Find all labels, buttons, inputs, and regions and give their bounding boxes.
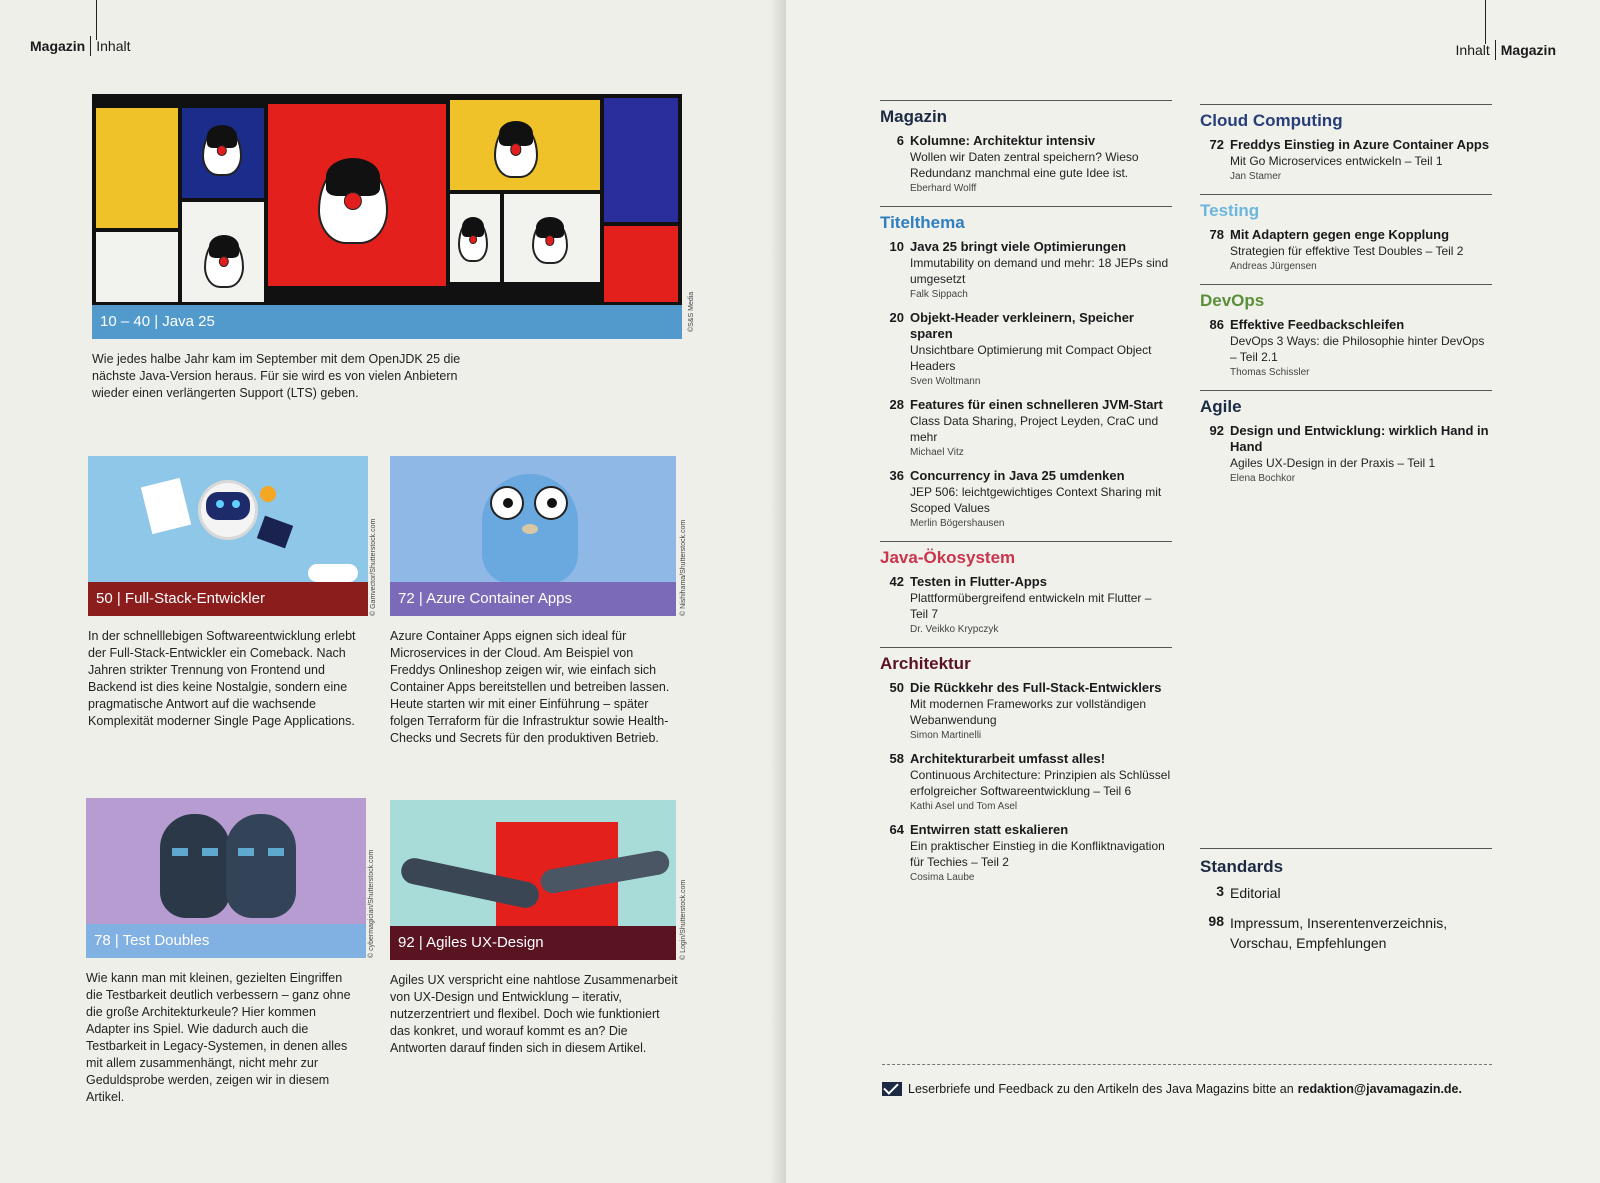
left-page: [0, 0, 786, 1183]
toc-entry[interactable]: [880, 310, 1172, 387]
toc-entry-subtitle: Mit Go Microservices entwickeln – Teil 1: [1230, 154, 1443, 168]
toc-page-number: 10: [889, 239, 904, 254]
toc-entry[interactable]: [880, 822, 1172, 883]
toc-entry[interactable]: [1200, 227, 1492, 272]
toc-entry-subtitle: DevOps 3 Ways: die Philosophie hinter DevOps – Teil 2.1: [1230, 334, 1485, 364]
toc-entry-subtitle: Plattformübergreifend entwickeln mit Flutter – Teil 7: [910, 591, 1152, 621]
java-mascot-icon: [532, 218, 568, 264]
toc-entry-subtitle: Strategien für effektive Test Doubles – Teil 2: [1230, 244, 1464, 258]
hero-label: 10 – 40 | Java 25: [100, 313, 215, 330]
toc-page-number: 36: [889, 468, 904, 483]
toc-entry-title: Entwirren statt eskalieren: [910, 822, 1069, 837]
testdoubles-caption-bar: [86, 924, 366, 958]
toc-entry-title: Impressum, Inserentenverzeichnis, Vorschau, Empfehlungen: [1230, 915, 1448, 951]
toc-entry[interactable]: [880, 239, 1172, 300]
toc-page-number: 3: [1216, 883, 1224, 899]
feedback-email-link[interactable]: redaktion@javamagazin.de.: [1297, 1082, 1462, 1096]
fullstack-label: 50 | Full-Stack-Entwickler: [96, 590, 265, 607]
toc-entry[interactable]: [1200, 423, 1492, 484]
toc-entry-title: Concurrency in Java 25 umdenken: [910, 468, 1125, 483]
running-head-divider: [1495, 40, 1496, 60]
toc-entry[interactable]: [1200, 317, 1492, 378]
java-mascot-icon: [458, 218, 488, 262]
java-mascot-icon: [494, 122, 538, 178]
azure-label: 72 | Azure Container Apps: [398, 590, 573, 607]
running-head-divider: [90, 36, 91, 56]
toc-entry-title: Design und Entwicklung: wirklich Hand in Hand: [1230, 423, 1489, 454]
feature-ux[interactable]: [390, 800, 690, 1057]
running-head-right: [1456, 40, 1556, 60]
toc-entry[interactable]: [880, 133, 1172, 194]
java-mascot-icon: [202, 126, 242, 176]
toc-entry[interactable]: [880, 680, 1172, 741]
hero-image: [92, 94, 682, 339]
toc-entry-author: Merlin Bögershausen: [910, 518, 1005, 529]
feature-description: Wie kann man mit kleinen, gezielten Eingriffen die Testbarkeit deutlich verbessern – ganz ohne die große Architekturkeule? Hier kommen Adapter ins Spiel. Wie dadurch auch die Testbarkeit in Legacy-Systemen, in denen alles mit allem zusammenhängt, nicht mehr zur Geduldsprobe werden, zeigen wir in diesem Artikel.: [86, 971, 351, 1104]
toc-entry-author: Falk Sippach: [910, 289, 968, 300]
toc-section-titelthema: [880, 206, 1172, 529]
toc-entry-title: Freddys Einstieg in Azure Container Apps: [1230, 137, 1490, 152]
testdoubles-label: 78 | Test Doubles: [94, 932, 210, 949]
toc-entry[interactable]: [880, 574, 1172, 635]
toc-entry[interactable]: [880, 468, 1172, 529]
toc-page-number: 98: [1208, 913, 1224, 929]
image-credit: ©S&S Media: [688, 291, 695, 332]
toc-page-number: 78: [1209, 227, 1224, 242]
toc-page-number: 92: [1209, 423, 1224, 438]
toc-column-2: [1200, 104, 1492, 496]
azure-image: [390, 456, 676, 616]
ux-label: 92 | Agiles UX-Design: [398, 934, 544, 951]
toc-page-number: 6: [896, 133, 904, 148]
toc-entry-author: Thomas Schissler: [1230, 367, 1310, 378]
java-mascot-icon: [204, 236, 244, 288]
toc-section-java-oekosystem: [880, 541, 1172, 635]
toc-entry-author: Michael Vitz: [910, 447, 964, 458]
toc-entry-subtitle: JEP 506: leichtgewichtiges Context Sharing mit Scoped Values: [910, 485, 1162, 515]
toc-entry-title: Mit Adaptern gegen enge Kopplung: [1230, 227, 1450, 242]
feature-description: Agiles UX verspricht eine nahtlose Zusammenarbeit von UX-Design und Entwicklung – iterativ, nutzerzentriert und flexibel. Doch wie funktioniert das konkret, und worauf kommt es an? Die Antworten darauf finden sich in diesem Artikel.: [390, 973, 678, 1055]
toc-entry-author: Eberhard Wolff: [910, 183, 977, 194]
toc-section-standards: [1200, 848, 1492, 963]
toc-entry-author: Cosima Laube: [910, 872, 975, 883]
azure-caption-bar: [390, 582, 676, 616]
fullstack-caption-bar: [88, 582, 368, 616]
footer-text: Leserbriefe und Feedback zu den Artikeln des Java Magazins bitte an: [908, 1082, 1294, 1096]
toc-page-number: 42: [889, 574, 904, 589]
toc-section-title: DevOps: [1200, 291, 1265, 310]
toc-section-title: Titelthema: [880, 213, 965, 232]
feature-description: Azure Container Apps eignen sich ideal für Microservices in der Cloud. Am Beispiel von Freddys Onlineshop zeigen wir, wie einfach sich Container Apps bereitstellen und betreiben lassen. Heute starten wir mit einer Einführung – später folgen Terraform für die Infrastruktur sowie Health-Checks und Secrets für den produktiven Betrieb.: [390, 629, 670, 745]
toc-entry-subtitle: Mit modernen Frameworks zur vollständigen Webanwendung: [910, 697, 1147, 727]
testdoubles-image: [86, 798, 366, 958]
toc-page-number: 64: [889, 822, 904, 837]
toc-section-cloud: [1200, 104, 1492, 182]
toc-entry-author: Simon Martinelli: [910, 730, 982, 741]
toc-page-number: 28: [889, 397, 904, 412]
toc-section-magazin: [880, 100, 1172, 194]
toc-section-title: Java-Ökosystem: [880, 548, 1016, 567]
toc-entry-title: Kolumne: Architektur intensiv: [910, 133, 1096, 148]
feedback-footer: [882, 1082, 1462, 1096]
toc-section-title: Magazin: [880, 107, 948, 126]
toc-entry-subtitle: Wollen wir Daten zentral speichern? Wieso Redundanz manchmal eine gute Idee ist.: [910, 150, 1139, 180]
toc-entry-author: Sven Woltmann: [910, 376, 981, 387]
toc-section-title: Testing: [1200, 201, 1260, 220]
toc-entry-subtitle: Class Data Sharing, Project Leyden, CraC und mehr: [910, 414, 1159, 444]
toc-entry-author: Elena Bochkor: [1230, 473, 1296, 484]
ux-image: [390, 800, 676, 960]
toc-section-title: Agile: [1200, 397, 1242, 416]
toc-section-title: Architektur: [880, 654, 971, 673]
toc-entry-subtitle: Ein praktischer Einstieg in die Konfliktnavigation für Techies – Teil 2: [910, 839, 1165, 869]
toc-entry[interactable]: [880, 751, 1172, 812]
toc-entry-subtitle: Immutability on demand und mehr: 18 JEPs sind umgesetzt: [910, 256, 1169, 286]
fullstack-image: [88, 456, 368, 616]
toc-entry-title: Java 25 bringt viele Optimierungen: [910, 239, 1127, 254]
running-head-rule: [96, 0, 97, 40]
running-head-sub: Inhalt: [96, 38, 131, 54]
feature-description: In der schnelllebigen Softwareentwicklung erlebt der Full-Stack-Entwickler ein Comeback. Nach Jahren strikter Trennung von Frontend und Backend ist dies keine Nostalgie, sondern eine pragmatische Antwort auf die wachsende Komplexität moderner Single Page Applications.: [88, 629, 356, 728]
running-head-sub: Inhalt: [1455, 42, 1490, 58]
toc-entry-author: Kathi Asel und Tom Asel: [910, 801, 1018, 812]
toc-section-title: Cloud Computing: [1200, 111, 1343, 130]
running-head-section: Magazin: [30, 38, 86, 54]
feature-azure[interactable]: [390, 456, 690, 747]
feature-java25[interactable]: [92, 94, 695, 402]
toc-section-devops: [1200, 284, 1492, 378]
toc-entry[interactable]: [880, 397, 1172, 458]
ux-caption-bar: [390, 926, 676, 960]
toc-page-number: 86: [1209, 317, 1224, 332]
footer-divider: [882, 1064, 1492, 1065]
image-credit: © Nishihama/Shutterstock.com: [680, 519, 687, 616]
toc-page-number: 72: [1209, 137, 1224, 152]
toc-entry[interactable]: [1200, 913, 1492, 953]
toc-page-number: 20: [889, 310, 904, 325]
running-head-left: [30, 36, 130, 56]
toc-entry-subtitle: Continuous Architecture: Prinzipien als Schlüssel erfolgreicher Softwareentwicklung – Teil 6: [910, 768, 1171, 798]
toc-entry-subtitle: Unsichtbare Optimierung mit Compact Object Headers: [910, 343, 1152, 373]
java-mascot-icon: [318, 160, 388, 244]
toc-entry-title: Testen in Flutter-Apps: [910, 574, 1047, 589]
toc-entry-title: Features für einen schnelleren JVM-Start: [910, 397, 1163, 412]
toc-entry-title: Editorial: [1230, 885, 1281, 901]
image-credit: © Gamvector/Shutterstock.com: [370, 518, 377, 616]
toc-section-title: Standards: [1200, 857, 1284, 876]
toc-page-number: 58: [889, 751, 904, 766]
toc-column-1: [880, 100, 1172, 895]
toc-entry-title: Die Rückkehr des Full-Stack-Entwicklers: [910, 680, 1162, 695]
toc-section-testing: [1200, 194, 1492, 272]
feature-testdoubles[interactable]: [86, 798, 386, 1106]
toc-entry-title: Effektive Feedbackschleifen: [1230, 317, 1405, 332]
running-head-section: Magazin: [1500, 42, 1556, 58]
image-credit: © Login/Shutterstock.com: [680, 879, 687, 960]
toc-entry-author: Andreas Jürgensen: [1230, 261, 1317, 272]
toc-entry-title: Architekturarbeit umfasst alles!: [910, 751, 1106, 766]
image-credit: © cybermagician/Shutterstock.com: [368, 849, 375, 958]
toc-section-architektur: [880, 647, 1172, 883]
toc-entry[interactable]: [1200, 137, 1492, 182]
hero-caption-bar: [92, 305, 682, 339]
toc-entry-title: Objekt-Header verkleinern, Speicher sparen: [910, 310, 1134, 341]
toc-entry-subtitle: Agiles UX-Design in der Praxis – Teil 1: [1230, 456, 1436, 470]
feature-fullstack[interactable]: [88, 456, 388, 730]
toc-entry-author: Jan Stamer: [1230, 171, 1282, 182]
feature-description: Wie jedes halbe Jahr kam im September mit dem OpenJDK 25 die nächste Java-Version heraus. Für sie wird es von vielen Anbietern wieder einen verlängerten Support (LTS) geben.: [92, 352, 461, 400]
mail-icon: [882, 1082, 902, 1096]
toc-entry[interactable]: [1200, 883, 1492, 903]
toc-page-number: 50: [889, 680, 904, 695]
toc-entry-author: Dr. Veikko Krypczyk: [910, 624, 999, 635]
toc-section-agile: [1200, 390, 1492, 484]
running-head-rule: [1485, 0, 1486, 44]
